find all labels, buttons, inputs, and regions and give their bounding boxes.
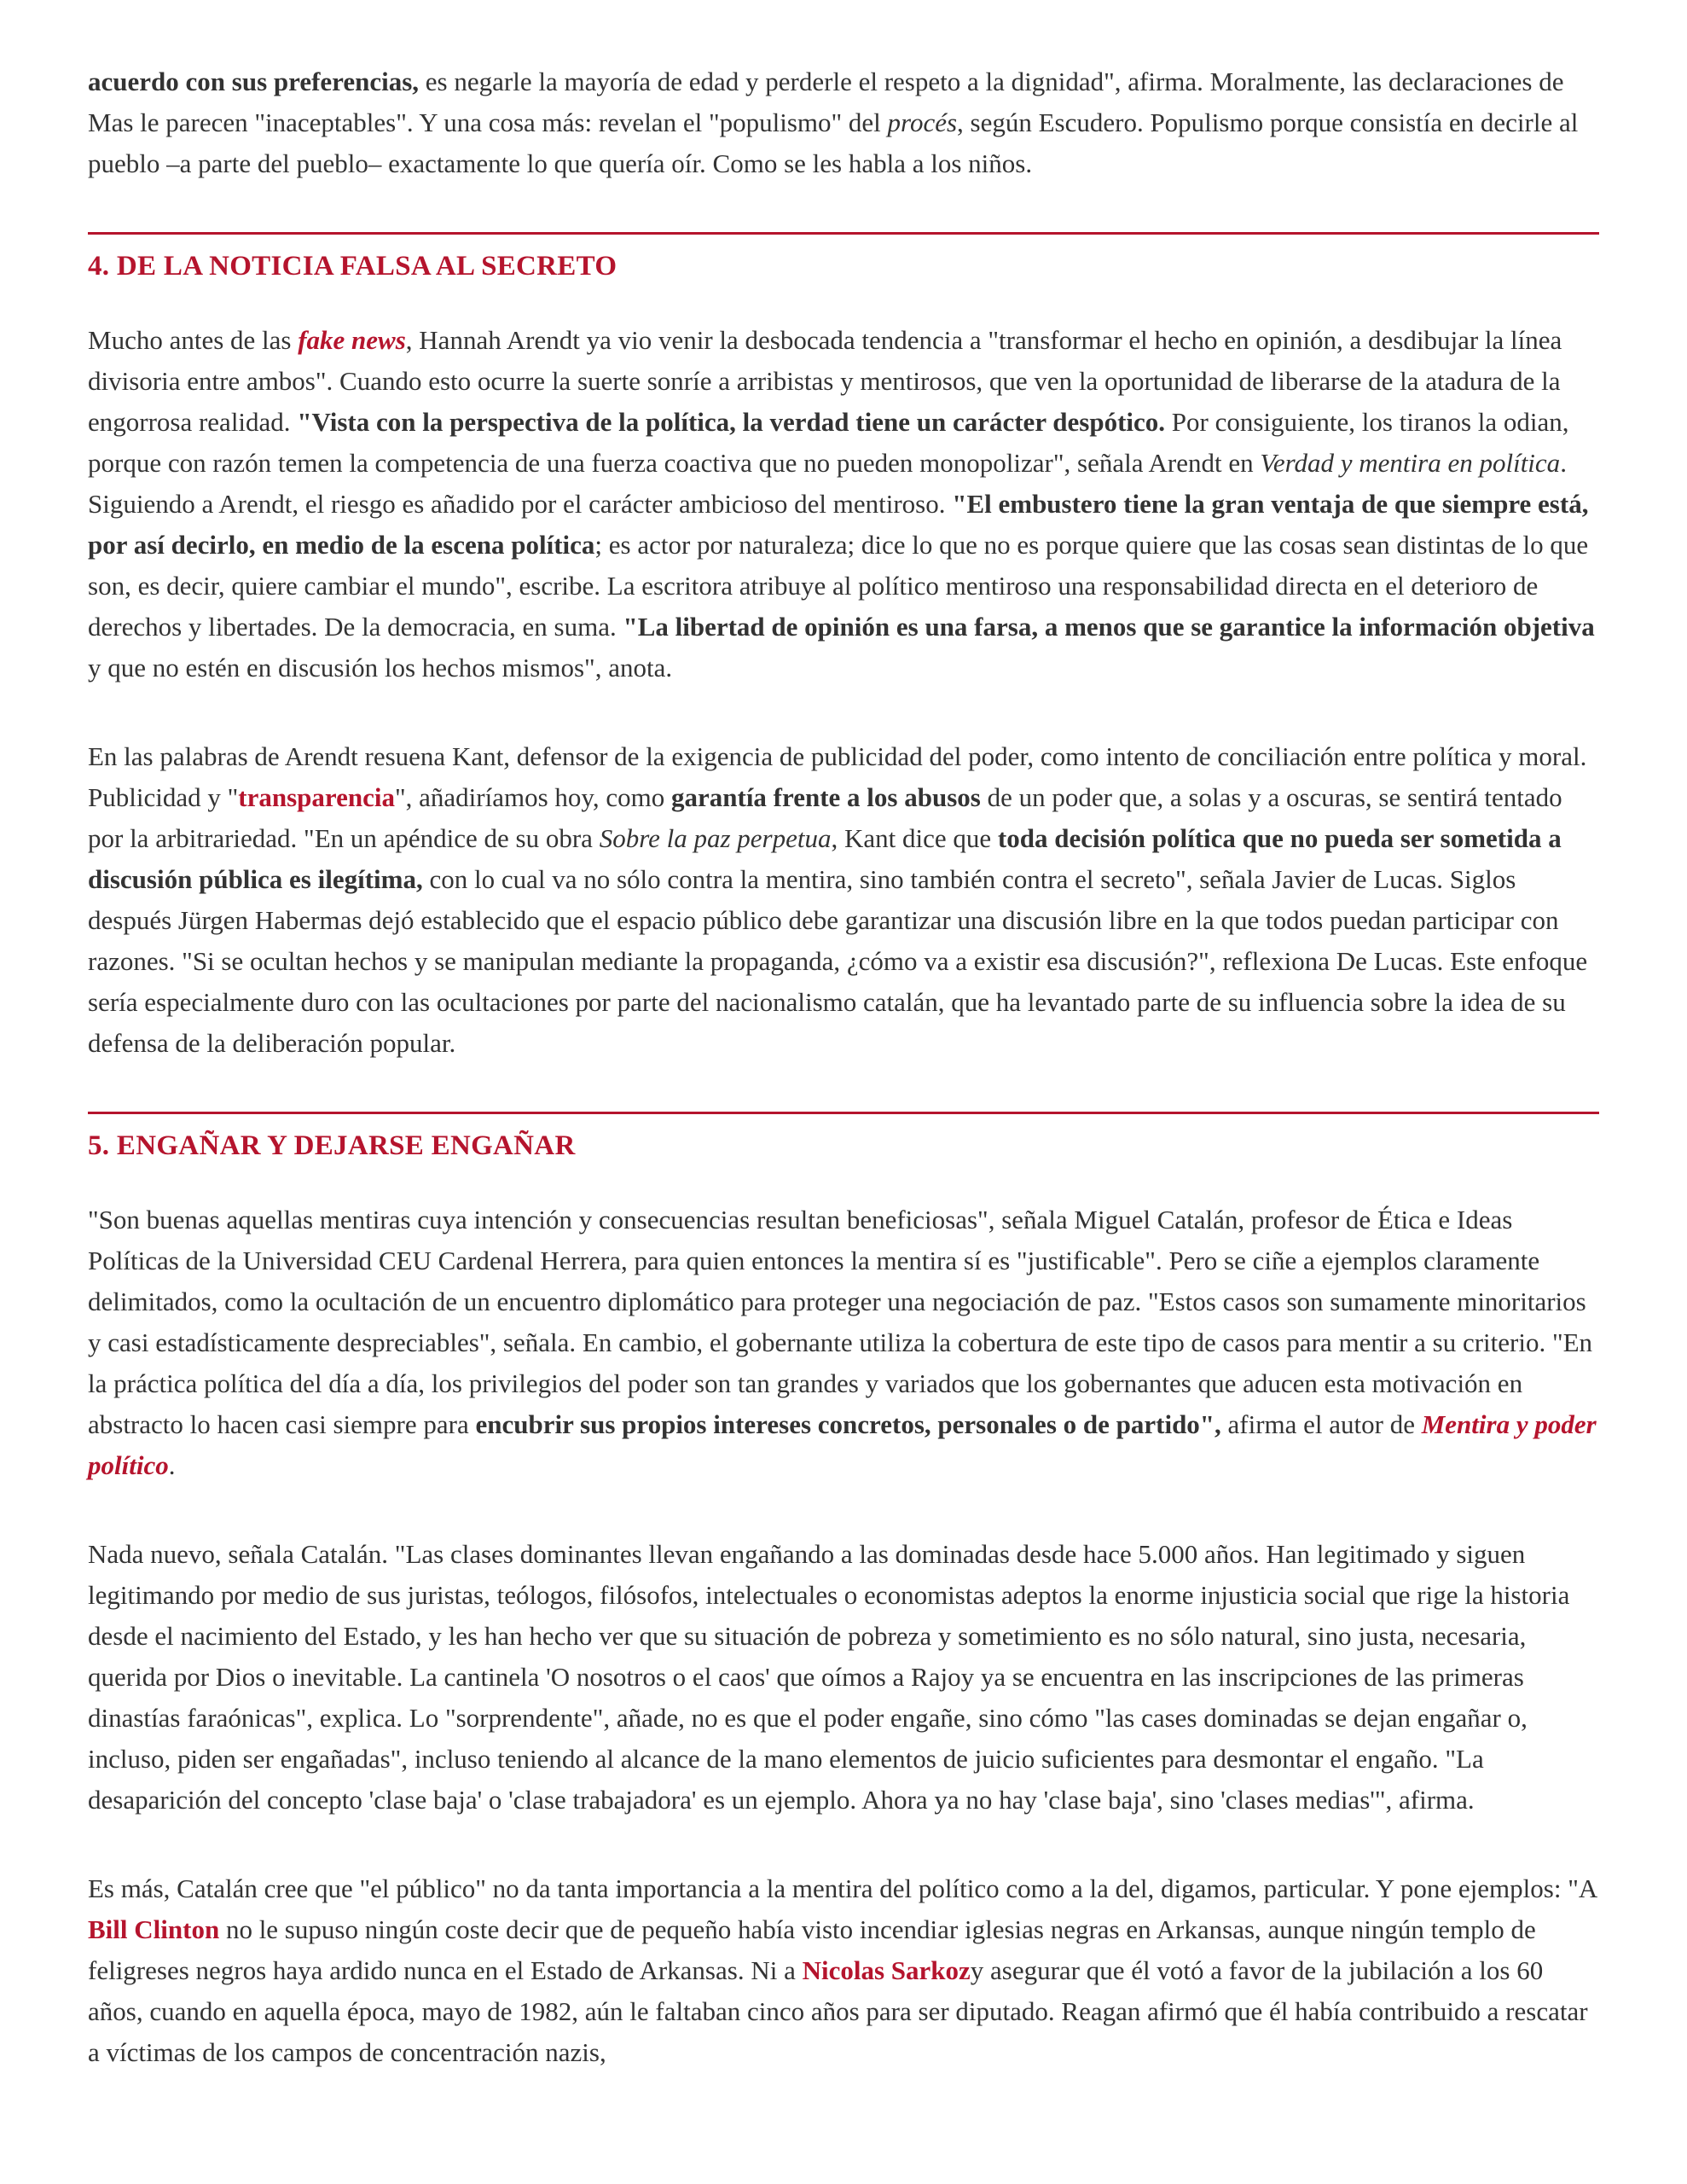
text-run: con lo cual va no sólo contra la mentira, sino también contra el secreto", señala Javier de Lucas. Siglos después Jürgen Habermas dejó establecido que el espacio público debe garantizar una discusión libre en la que todos puedan participar con razones. "Si se ocultan hechos y se manipulan mediante la propaganda, ¿cómo va a existir esa discusión?", reflexiona De Lucas. Este enfoque sería especialmente duro con las ocultaciones por parte del nacionalismo catalán, que ha levantado parte de su influencia sobre la idea de su defensa de la deliberación popular. — [88, 864, 1588, 1058]
text-run: "Son buenas aquellas mentiras cuya intención y consecuencias resultan beneficiosas", señala Miguel Catalán, profesor de Ética e Ideas Políticas de la Universidad CEU Cardenal Herrera, para quien entonces la mentira sí es "justificable". Pero se ciñe a ejemplos claramente delimitados, como la ocultación de un encuentro diplomático para proteger una negociación de paz. "Estos casos son sumamente minoritarios y casi estadísticamente despreciables", señala. En cambio, el gobernante utiliza la cobertura de este tipo de casos para mentir a su criterio. "En la práctica política del día a día, los privilegios del poder son tan grandes y variados que los gobernantes que aducen esta motivación en abstracto lo hacen casi siempre para — [88, 1205, 1593, 1439]
text-run: Mucho antes de las — [88, 325, 299, 355]
section-heading-5: 5. ENGAÑAR Y DEJARSE ENGAÑAR — [88, 1130, 576, 1161]
section-divider — [88, 1112, 1599, 1114]
text-run: , según Escudero. Populismo porque consistía en decirle al pueblo –a parte del pueblo– exactamente lo que quería oír. Como se les habla a los niños. — [88, 107, 1579, 178]
text-run: toda decisión política que no pueda ser sometida a discusión pública es ilegítima, — [88, 823, 1562, 894]
link-fake-news[interactable]: fake news — [298, 325, 406, 355]
text-run: "Vista con la perspectiva de la política, la verdad tiene un carácter despótico. — [297, 407, 1166, 437]
text-run: de un poder que, a solas y a oscuras, se sentirá tentado por la arbitrariedad. "En un apéndice de su obra — [88, 782, 1562, 853]
text-run: y que no estén en discusión los hechos mismos", anota. — [88, 653, 673, 682]
text-run: es negarle la mayoría de edad y perderle el respeto a la dignidad", afirma. Moralmente, las declaraciones de Mas le parecen "inaceptables". Y una cosa más: revelan el "populismo" del — [88, 67, 1564, 137]
text-run: Es más, Catalán cree que "el público" no da tanta importancia a la mentira del político como a la del, digamos, particular. Y pone ejemplos: "A — [88, 1873, 1597, 1903]
text-run: y asegurar que él votó a favor de la jubilación a los 60 años, cuando en aquella época, mayo de 1982, aún le faltaban cinco años para ser diputado. Reagan afirmó que él había contribuido a rescatar a víctimas de los campos de concentración nazis, — [88, 1955, 1588, 2067]
text-run: Sobre la paz perpetua — [599, 823, 832, 853]
text-run: procés — [887, 107, 958, 137]
text-run: . Siguiendo a Arendt, el riesgo es añadido por el carácter ambicioso del mentiroso. — [88, 448, 1567, 519]
text-run: Por consiguiente, los tiranos la odian, porque con razón temen la competencia de una fuerza coactiva que no pueden monopolizar", señala Arendt en — [88, 407, 1569, 478]
text-run: En las palabras de Arendt resuena Kant, defensor de la exigencia de publicidad del poder, como intento de conciliación entre política y moral. Publicidad y " — [88, 741, 1587, 812]
text-run: "La libertad de opinión es una farsa, a menos que se garantice la información objetiva — [623, 612, 1595, 642]
link-nicolas-sarkozy[interactable]: Nicolas Sarkoz — [802, 1955, 971, 1985]
article-body — [88, 61, 1599, 2073]
paragraph — [88, 736, 1599, 1064]
paragraph — [88, 1534, 1599, 1821]
text-run: , Hannah Arendt ya vio venir la desbocada tendencia a "transformar el hecho en opinión, a desdibujar la línea divisoria entre ambos". Cuando esto ocurre la suerte sonríe a arribistas y mentirosos, que ven la oportunidad de liberarse de la atadura de la engorrosa realidad. — [88, 325, 1562, 437]
text-run: acuerdo con sus preferencias, — [88, 67, 420, 96]
text-run: ; es actor por naturaleza; dice lo que no es porque quiere que las cosas sean distintas de lo que son, es decir, quiere cambiar el mundo", escribe. La escritora atribuye al político mentiroso una responsabilidad directa en el deterioro de derechos y libertades. De la democracia, en suma. — [88, 530, 1589, 642]
link-transparencia[interactable]: transparencia — [238, 782, 395, 812]
text-run: , Kant dice que — [831, 823, 998, 853]
section-divider — [88, 232, 1599, 235]
text-run: afirma el autor de — [1220, 1409, 1422, 1439]
section-heading-4: 4. DE LA NOTICIA FALSA AL SECRETO — [88, 251, 617, 282]
link-bill-clinton[interactable]: Bill Clinton — [88, 1914, 220, 1944]
text-run: ", añadiríamos hoy, como — [394, 782, 671, 812]
paragraph — [88, 1199, 1599, 1486]
text-run: no le supuso ningún coste decir que de pequeño había visto incendiar iglesias negras en Arkansas, aunque ningún templo de feligreses negros haya ardido nunca en el Estado de Arkansas. Ni a — [88, 1914, 1536, 1985]
text-run: garantía frente a los abusos — [671, 782, 981, 812]
paragraph — [88, 1868, 1599, 2073]
link-mentira-y-poder-politico[interactable]: Mentira y poder político — [88, 1409, 1597, 1480]
paragraph — [88, 320, 1599, 688]
paragraph — [88, 61, 1599, 184]
text-run: encubrir sus propios intereses concretos, personales o de partido", — [475, 1409, 1221, 1439]
text-run: "El embustero tiene la gran ventaja de que siempre está, por así decirlo, en medio de la escena política — [88, 489, 1589, 560]
text-run: Verdad y mentira en política — [1260, 448, 1561, 478]
text-run: Nada nuevo, señala Catalán. "Las clases dominantes llevan engañando a las dominadas desde hace 5.000 años. Han legitimado y siguen legitimando por medio de sus juristas, teólogos, filósofos, intelectuales o economistas adeptos la enorme injusticia social que rige la historia desde el nacimiento del Estado, y les han hecho ver que su situación de pobreza y sometimiento es no sólo natural, sino justa, necesaria, querida por Dios o inevitable. La cantinela 'O nosotros o el caos' que oímos a Rajoy ya se encuentra en las inscripciones de las primeras dinastías faraónicas", explica. Lo "sorprendente", añade, no es que el poder engañe, sino cómo "las cases dominadas se dejan engañar o, incluso, piden ser engañadas", incluso teniendo al alcance de la mano elementos de juicio suficientes para desmontar el engaño. "La desaparición del concepto 'clase baja' o 'clase trabajadora' es un ejemplo. Ahora ya no hay 'clase baja', sino 'clases medias'", afirma. — [88, 1539, 1570, 1815]
text-run: . — [168, 1450, 176, 1480]
